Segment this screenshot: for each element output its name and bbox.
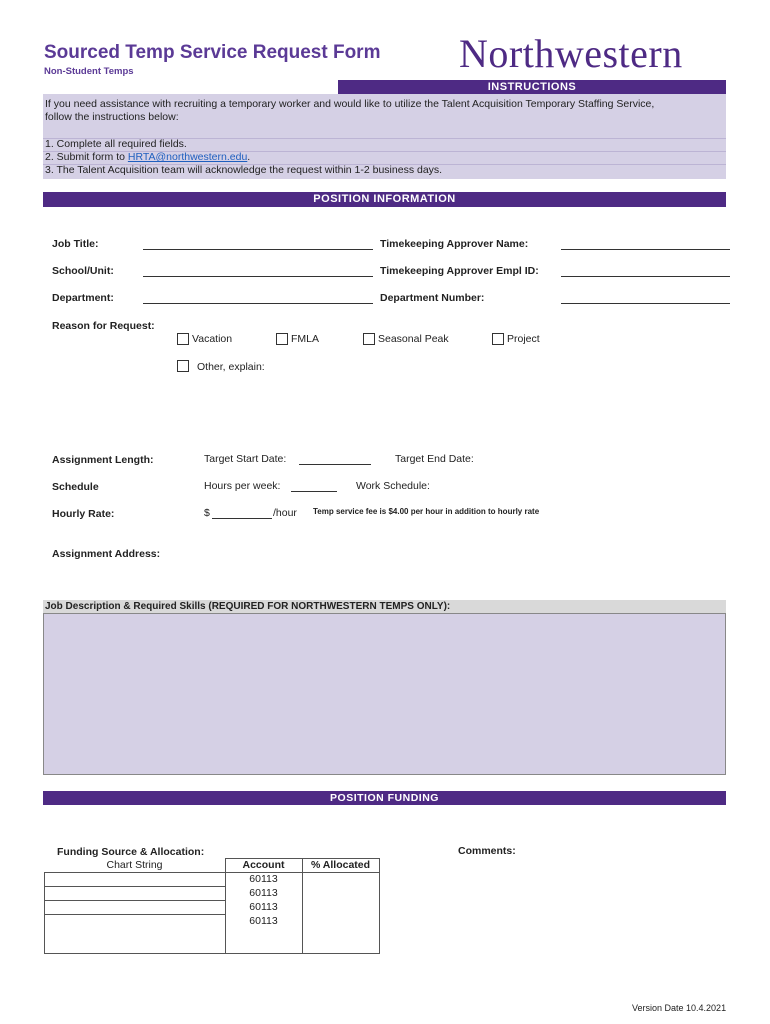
hourly-rate-field[interactable] bbox=[212, 518, 272, 519]
fmla-label: FMLA bbox=[291, 333, 320, 345]
instructions-step-1: 1. Complete all required fields. bbox=[45, 138, 187, 150]
vacation-checkbox[interactable] bbox=[177, 333, 189, 345]
school-unit-field[interactable] bbox=[143, 276, 373, 277]
funding-source-label: Funding Source & Allocation: bbox=[57, 846, 205, 858]
account-header: Account bbox=[225, 859, 302, 873]
reason-label: Reason for Request: bbox=[52, 320, 155, 332]
table-row bbox=[45, 873, 380, 887]
school-unit-label: School/Unit: bbox=[52, 265, 114, 277]
account-cell: 60113 bbox=[225, 887, 302, 901]
allocated-header: % Allocated bbox=[302, 859, 379, 873]
position-funding-heading: POSITION FUNDING bbox=[43, 791, 726, 805]
hours-per-week-field[interactable] bbox=[291, 491, 337, 492]
assignment-length-label: Assignment Length: bbox=[52, 454, 154, 466]
other-checkbox[interactable] bbox=[177, 360, 189, 372]
project-label: Project bbox=[507, 333, 540, 345]
step-2-prefix: 2. Submit form to bbox=[45, 151, 128, 163]
project-checkbox[interactable] bbox=[492, 333, 504, 345]
comments-label: Comments: bbox=[458, 845, 516, 857]
other-label: Other, explain: bbox=[197, 361, 265, 373]
target-start-label: Target Start Date: bbox=[204, 453, 287, 465]
northwestern-logo: Northwestern bbox=[459, 31, 683, 76]
account-cell: 60113 bbox=[225, 901, 302, 915]
dollar-sign: $ bbox=[204, 507, 210, 519]
job-description-field[interactable] bbox=[43, 613, 726, 775]
instructions-step-2 bbox=[45, 151, 724, 164]
fee-note: Temp service fee is $4.00 per hour in addition to hourly rate bbox=[313, 507, 540, 516]
email-link[interactable]: HRTA@northwestern.edu bbox=[127, 151, 248, 163]
hourly-rate-label: Hourly Rate: bbox=[52, 508, 115, 520]
job-description-heading: Job Description & Required Skills (REQUIRED FOR NORTHWESTERN TEMPS ONLY): bbox=[43, 600, 726, 613]
target-start-field[interactable] bbox=[299, 464, 371, 465]
department-number-label: Department Number: bbox=[380, 292, 485, 304]
approver-empl-id-field[interactable] bbox=[561, 276, 730, 277]
instructions-intro-line1: If you need assistance with recruiting a temporary worker and would like to utilize the Talent Acquisition Temporary Staffing Service, bbox=[45, 98, 655, 110]
instructions-box bbox=[43, 94, 726, 179]
account-cell: 60113 bbox=[225, 915, 302, 954]
chart-string-cell[interactable] bbox=[45, 915, 226, 954]
allocated-cell[interactable] bbox=[302, 901, 379, 915]
seasonal-peak-label: Seasonal Peak bbox=[378, 333, 449, 345]
fmla-checkbox[interactable] bbox=[276, 333, 288, 345]
department-label: Department: bbox=[52, 292, 114, 304]
chart-string-cell[interactable] bbox=[45, 887, 226, 901]
vacation-label: Vacation bbox=[192, 333, 233, 345]
allocated-cell[interactable] bbox=[302, 915, 379, 954]
form-title: Sourced Temp Service Request Form bbox=[44, 42, 381, 63]
chart-string-cell[interactable] bbox=[45, 901, 226, 915]
table-row bbox=[45, 901, 380, 915]
approver-name-field[interactable] bbox=[561, 249, 730, 250]
allocated-cell[interactable] bbox=[302, 873, 379, 887]
hours-per-week-label: Hours per week: bbox=[204, 480, 281, 492]
funding-table bbox=[44, 858, 380, 954]
instructions-step-3: 3. The Talent Acquisition team will acknowledge the request within 1-2 business days. bbox=[45, 164, 443, 176]
instructions-heading: INSTRUCTIONS bbox=[338, 80, 726, 94]
assignment-address-label: Assignment Address: bbox=[52, 548, 161, 560]
approver-name-label: Timekeeping Approver Name: bbox=[380, 238, 529, 250]
version-date: Version Date 10.4.2021 bbox=[632, 1003, 727, 1013]
account-cell: 60113 bbox=[225, 873, 302, 887]
form-subtitle: Non-Student Temps bbox=[44, 66, 134, 77]
step-2-suffix: . bbox=[247, 151, 251, 163]
allocated-cell[interactable] bbox=[302, 887, 379, 901]
department-field[interactable] bbox=[143, 303, 373, 304]
chart-string-header: Chart String bbox=[45, 859, 226, 873]
seasonal-peak-checkbox[interactable] bbox=[363, 333, 375, 345]
per-hour-label: /hour bbox=[273, 507, 297, 519]
schedule-label: Schedule bbox=[52, 481, 99, 493]
table-row bbox=[45, 915, 380, 954]
instructions-intro-line2: follow the instructions below: bbox=[45, 111, 179, 123]
department-number-field[interactable] bbox=[561, 303, 730, 304]
position-information-heading: POSITION INFORMATION bbox=[43, 192, 726, 207]
chart-string-cell[interactable] bbox=[45, 873, 226, 887]
work-schedule-label: Work Schedule: bbox=[356, 480, 430, 492]
job-title-field[interactable] bbox=[143, 249, 373, 250]
job-title-label: Job Title: bbox=[52, 238, 99, 250]
target-end-label: Target End Date: bbox=[395, 453, 474, 465]
approver-empl-id-label: Timekeeping Approver Empl ID: bbox=[380, 265, 539, 277]
table-row bbox=[45, 887, 380, 901]
